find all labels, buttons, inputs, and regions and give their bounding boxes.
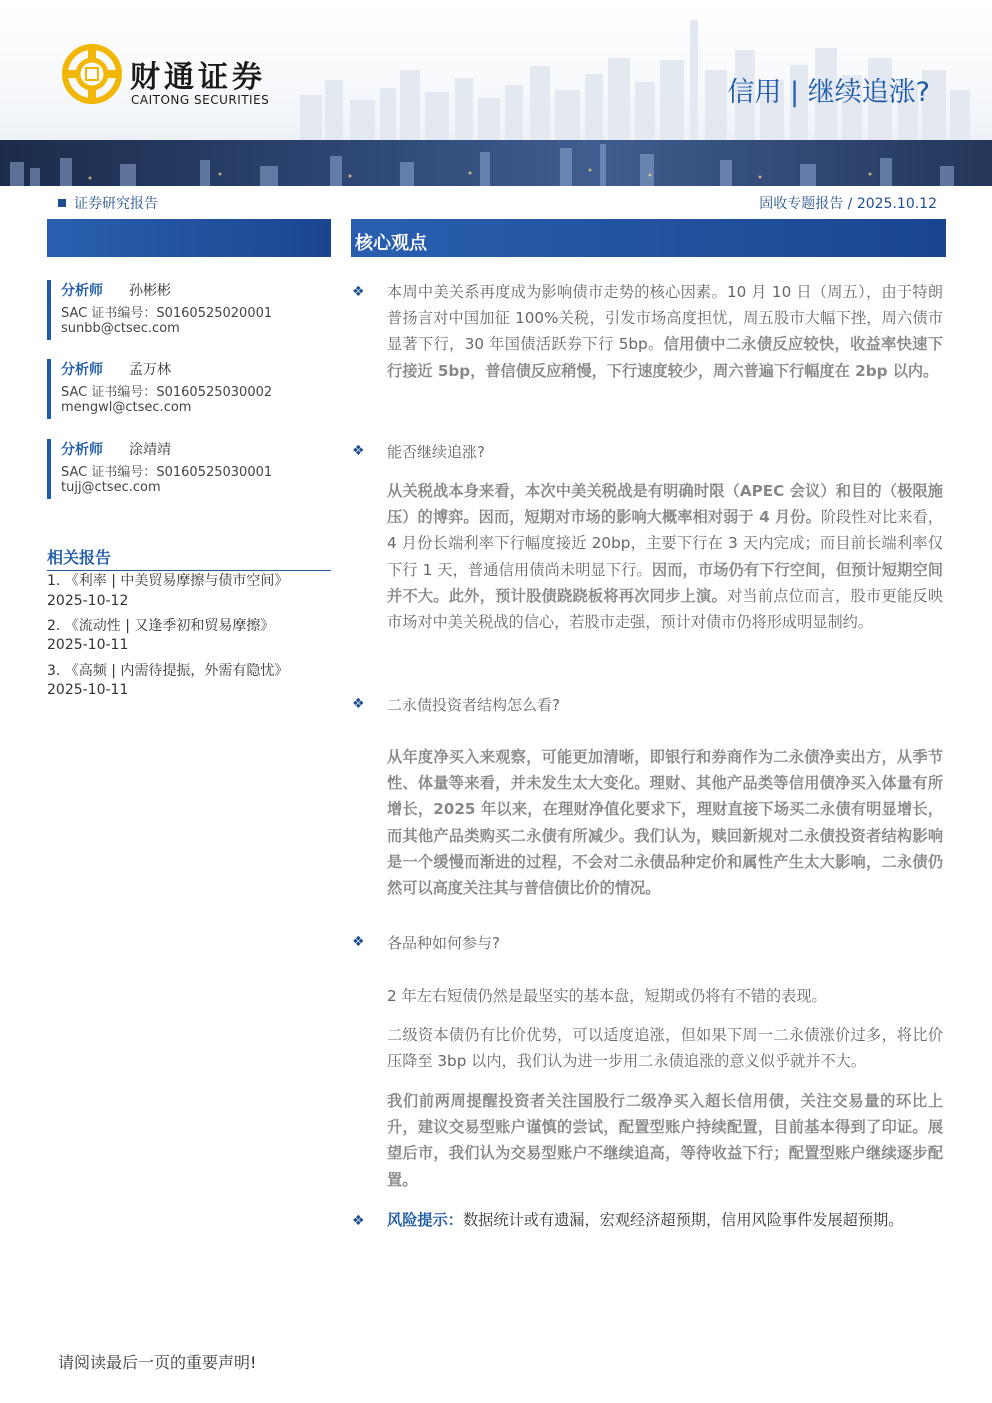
varieties-paragraph-1: 2 年左右短债仍然是最坚实的基本盘，短期或仍将有不错的表现。	[387, 987, 827, 1005]
footer-disclaimer: 请阅读最后一页的重要声明!	[58, 1353, 257, 1372]
analyst-card	[47, 439, 345, 499]
intro-bold-text: 信用债中二永债反应较快，收益率快速下行接近 5bp，普信债反应稍慢，下行速度较少，周六普遍下行幅度在 2bp 以内。	[387, 335, 944, 380]
analyst-sac: SAC 证书编号：S0160525030001	[61, 465, 273, 480]
analyst-email[interactable]: tujj@ctsec.com	[61, 480, 161, 495]
chase-paragraph	[387, 478, 943, 635]
varieties-paragraph-3: 我们前两周提醒投资者关注国股行二级净买入超长信用债，关注交易量的环比上升，建议交易型账户谨慎的尝试，配置型账户持续配置，目前基本得到了印证。展望后市，我们认为交易型账户不继续追高，等待收益下行；配置型账户继续逐步配置。	[387, 1092, 943, 1189]
related-report-date: 2025-10-11	[47, 682, 129, 698]
analyst-name: 涂靖靖	[129, 442, 171, 458]
section-heading-varieties: 各品种如何参与?	[387, 934, 500, 952]
analyst-role-row	[61, 280, 345, 302]
report-header	[0, 0, 992, 190]
diamond-bullet-icon: ❖	[352, 443, 365, 459]
core-view-title: 核心观点	[355, 233, 427, 254]
risk-label: 风险提示：	[387, 1211, 463, 1229]
night-city-lights	[0, 140, 992, 186]
analyst-role-row	[61, 439, 345, 461]
intro-paragraph	[387, 279, 943, 384]
analyst-name: 孙彬彬	[129, 283, 171, 299]
diamond-bullet-icon: ❖	[352, 1213, 365, 1229]
chase-bold-b: 因而，市场仍有下行空间，但预计短期空间并不大。此外，预计股债跷跷板将再次同步上演。	[387, 560, 943, 605]
report-title: 信用 | 继续追涨?	[727, 77, 930, 108]
chase-bold-a: 从关税战本身来看，本次中美关税战是有明确时限（APEC 会议）和目的（极限施压）的博弈。因而，短期对市场的影响大概率相对弱于 4 月份。	[387, 482, 943, 527]
analyst-role-row	[61, 359, 345, 381]
diamond-bullet-icon: ❖	[352, 284, 365, 300]
analyst-sac: SAC 证书编号：S0160525020001	[61, 306, 273, 321]
chase-text-a: 阶段性对比来看，4 月份长端利率下行幅度接近 20bp，主要下行在 3 天内完成；而目前长端利率仅下行 1 天，普通信用债尚未明显下行。	[387, 508, 943, 579]
analyst-role: 分析师	[61, 442, 103, 458]
risk-paragraph	[387, 1207, 943, 1233]
core-view-bar	[351, 219, 946, 257]
analyst-name: 孟万林	[129, 362, 171, 378]
chase-text-b: 对当前点位而言，股市更能反映市场对中美关税战的信心，若股市走强，预计对债市仍将形成明显制约。	[387, 586, 944, 632]
caitong-logo-icon	[62, 44, 122, 104]
analyst-email[interactable]: sunbb@ctsec.com	[61, 321, 180, 336]
related-reports-title: 相关报告	[47, 545, 331, 571]
analyst-card	[47, 359, 345, 419]
analyst-email[interactable]: mengwl@ctsec.com	[61, 400, 192, 415]
analyst-card	[47, 280, 345, 340]
analyst-role: 分析师	[61, 283, 103, 299]
varieties-paragraph-2: 二级资本债仍有比价优势，可以适度追涨，但如果下周一二永债涨价过多，将比价压降至 3bp 以内，我们认为进一步用二永债追涨的意义似乎就并不大。	[387, 1026, 943, 1071]
related-report-title[interactable]: 3. 《高频 | 内需待提振，外需有隐忧》	[47, 663, 289, 679]
section-heading-structure: 二永债投资者结构怎么看?	[387, 696, 560, 714]
report-type	[58, 193, 158, 213]
related-report-date: 2025-10-11	[47, 637, 129, 653]
intro-text: 本周中美关系再度成为影响债市走势的核心因素。10 月 10 日（周五），由于特朗普扬言对中国加征 100%关税，引发市场高度担忧，周五股市大幅下挫，周六债市显著下行，30 年国债活跃券下行 5bp。	[387, 283, 943, 354]
related-report-title[interactable]: 2. 《流动性 | 又逢季初和贸易摩擦》	[47, 618, 275, 634]
logo-chinese-name: 财通证券	[130, 60, 266, 95]
report-type-label: 证券研究报告	[74, 196, 158, 212]
square-bullet-icon	[58, 199, 66, 207]
risk-text: 数据统计或有遗漏，宏观经济超预期，信用风险事件发展超预期。	[462, 1211, 904, 1229]
logo-english-name: CAITONG SECURITIES	[131, 93, 270, 107]
diamond-bullet-icon: ❖	[352, 934, 365, 950]
diamond-bullet-icon: ❖	[352, 696, 365, 712]
analyst-sac: SAC 证书编号：S0160525030002	[61, 385, 273, 400]
structure-paragraph: 从年度净买入来观察，可能更加清晰，即银行和券商作为二永债净卖出方，从季节性、体量等来看，并未发生太大变化。理财、其他产品类等信用债净买入体量有所增长，2025 年以来，在理财净值化要求下，理财直接下场买二永债有明显增长，而其他产品类购买二永债有所减少。我们认为，赎回新规对二永债投资者结构影响是一个缓慢而渐进的过程，不会对二永债品种定价和属性产生太大影响，二永债仍然可以高度关注其与普信债比价的情况。	[387, 748, 943, 898]
analyst-role: 分析师	[61, 362, 103, 378]
related-report-title[interactable]: 1. 《利率 | 中美贸易摩擦与债市空间》	[47, 573, 289, 589]
section-heading-chase: 能否继续追涨?	[387, 443, 485, 461]
related-report-date: 2025-10-12	[47, 593, 129, 609]
left-column-bar	[47, 219, 331, 257]
report-category-date: 固收专题报告 / 2025.10.12	[759, 196, 937, 212]
